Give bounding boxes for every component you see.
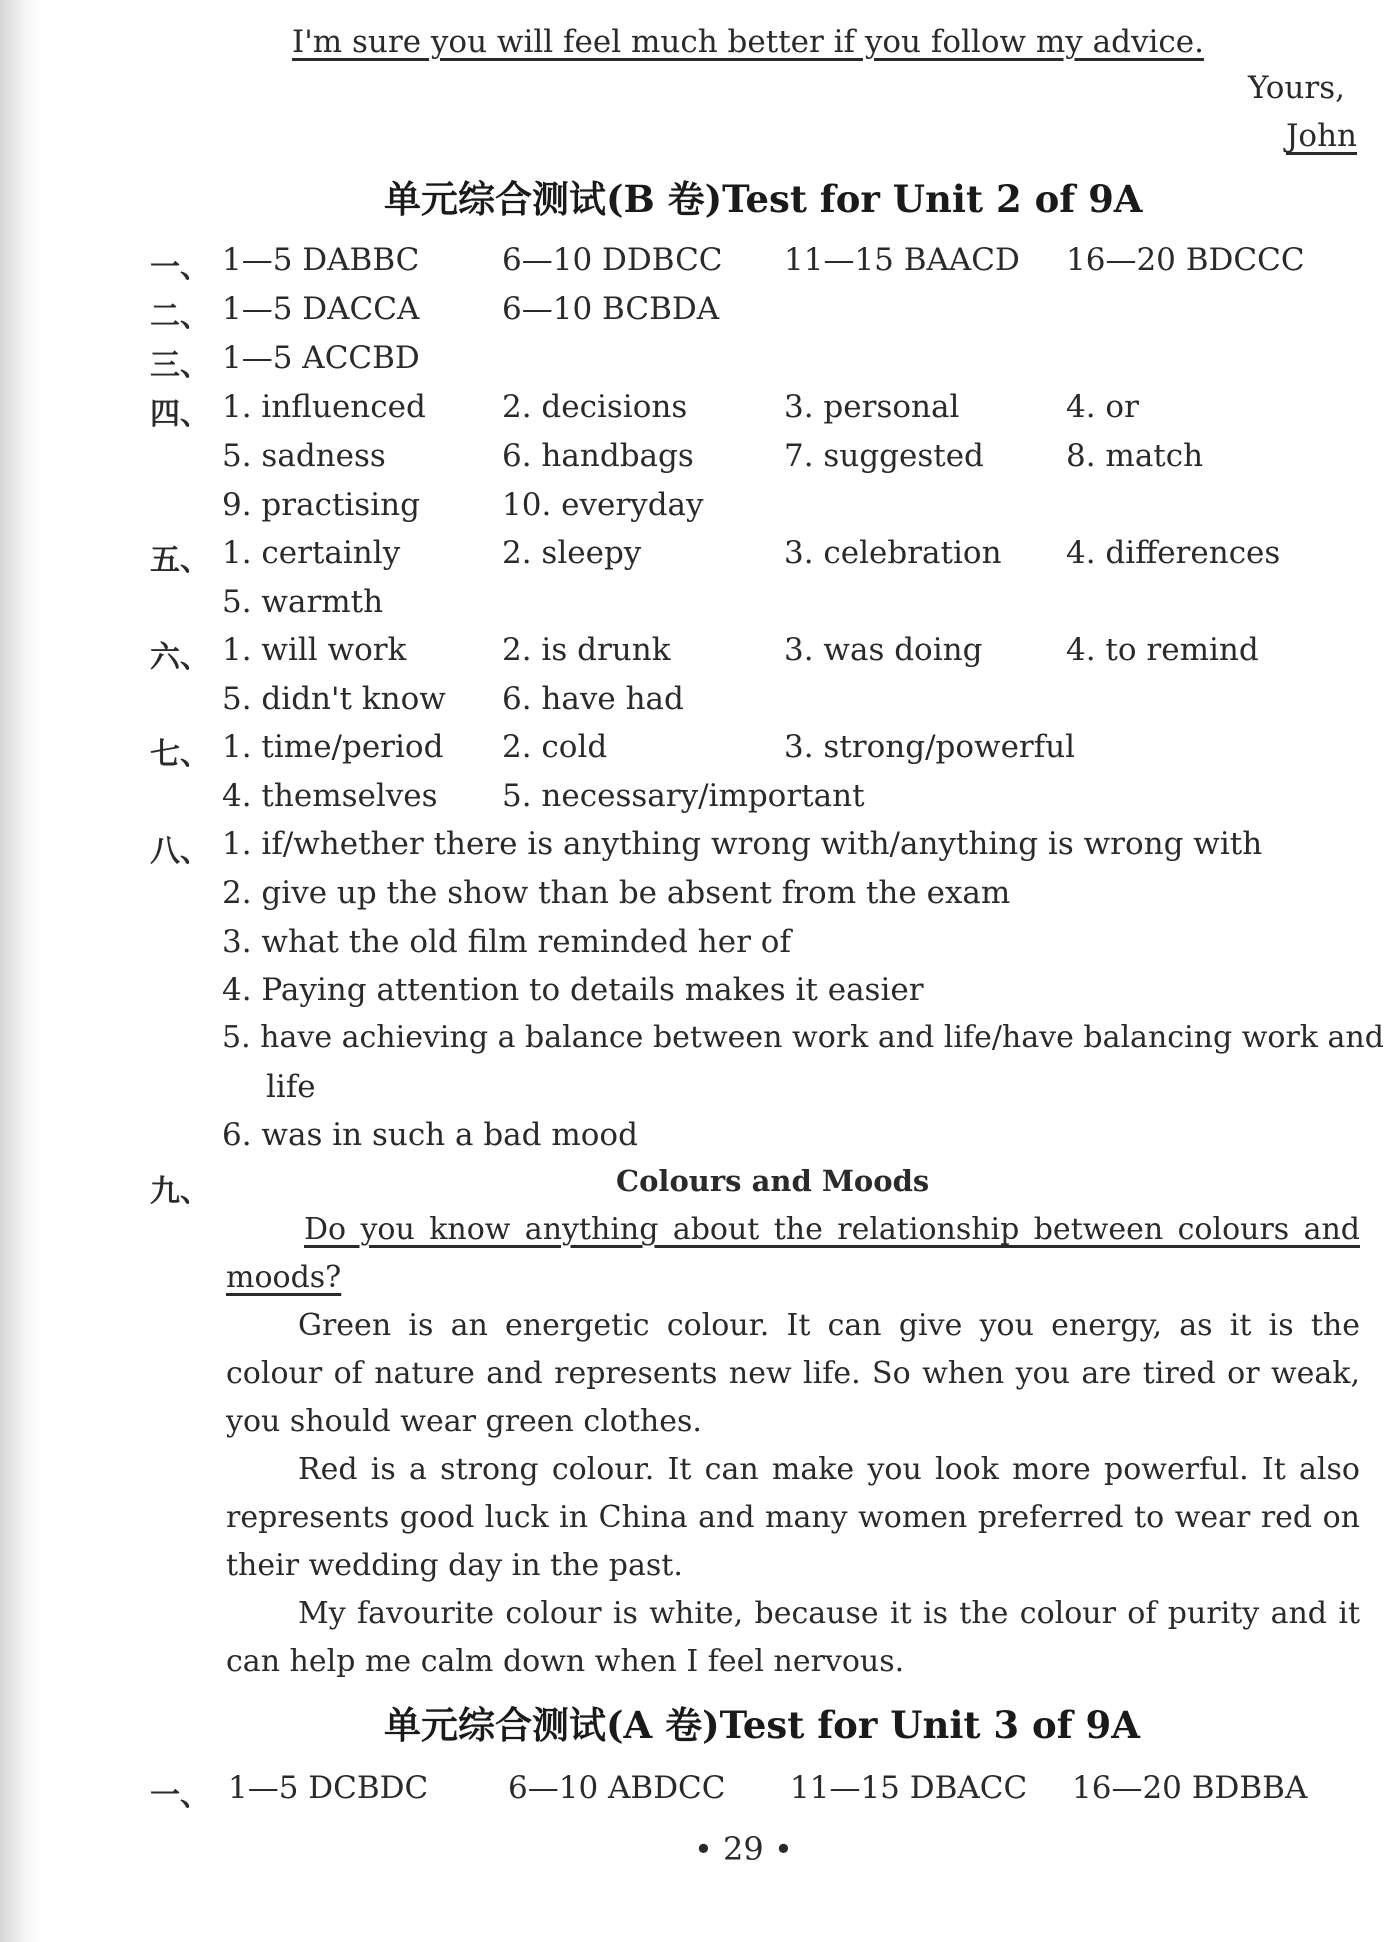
answer-item: 1—5 ACCBD xyxy=(222,340,420,376)
answer-item: 1—5 DCBDC xyxy=(228,1770,429,1806)
answer-item: 16—20 BDCCC xyxy=(1066,242,1305,278)
part-number: 二、 xyxy=(150,299,210,334)
answer-item: 5. didn't know xyxy=(222,681,446,717)
answer-item: 3. strong/powerful xyxy=(784,729,1076,765)
part-number: 五、 xyxy=(150,543,210,578)
part-number: 四、 xyxy=(150,397,210,432)
part-number: 八、 xyxy=(150,834,210,869)
answer-line: 6. was in such a bad mood xyxy=(222,1117,638,1153)
part-number: 六、 xyxy=(150,640,210,675)
answer-item: 11—15 BAACD xyxy=(784,242,1020,278)
answer-item: 1. influenced xyxy=(222,389,426,425)
answer-item: 6—10 ABDCC xyxy=(508,1770,726,1806)
essay-title: Colours and Moods xyxy=(616,1164,930,1198)
answer-item: 6. handbags xyxy=(502,438,694,474)
essay-paragraph: Green is an energetic colour. It can give you energy, as it is the colour of nature and represents new life. So when you are tired or weak, you should wear green clothes. xyxy=(226,1308,1360,1439)
answer-item: 4. themselves xyxy=(222,778,438,814)
answer-item: 1. certainly xyxy=(222,535,401,571)
answer-item: 9. practising xyxy=(222,487,420,523)
section-heading-a: 单元综合测试(A 卷)Test for Unit 3 of 9A xyxy=(384,1703,1140,1747)
answer-line: 3. what the old film reminded her of xyxy=(222,924,791,960)
answer-item: 3. was doing xyxy=(784,632,983,668)
essay-paragraph: My favourite colour is white, because it is the colour of purity and it can help me calm down when I feel nervous. xyxy=(226,1596,1360,1679)
answer-line: 5. have achieving a balance between work and life/have balancing work and xyxy=(222,1020,1384,1055)
answer-item: 3. celebration xyxy=(784,535,1002,571)
answer-item: 7. suggested xyxy=(784,438,984,474)
answer-item: 6—10 DDBCC xyxy=(502,242,723,278)
page-number: • 29 • xyxy=(694,1830,793,1868)
answer-item: 16—20 BDBBA xyxy=(1072,1770,1308,1806)
answer-line: life xyxy=(266,1069,316,1105)
part-number: 一、 xyxy=(150,250,210,285)
answer-item: 5. necessary/important xyxy=(502,778,865,814)
answer-line: 2. give up the show than be absent from the exam xyxy=(222,875,1011,911)
essay-intro xyxy=(226,1206,1360,1302)
answer-item: 1—5 DABBC xyxy=(222,242,420,278)
answer-item: 2. is drunk xyxy=(502,632,671,668)
section-heading-b: 单元综合测试(B 卷)Test for Unit 2 of 9A xyxy=(384,177,1143,221)
answer-item: 5. warmth xyxy=(222,584,384,620)
answer-item: 8. match xyxy=(1066,438,1204,474)
answer-item: 1. will work xyxy=(222,632,407,668)
essay-intro-text: Do you know anything about the relationship between colours and moods? xyxy=(226,1212,1360,1295)
answer-item: 5. sadness xyxy=(222,438,386,474)
answer-item: 1. time/period xyxy=(222,729,444,765)
answer-line: 4. Paying attention to details makes it easier xyxy=(222,972,924,1008)
answer-item: 4. to remind xyxy=(1066,632,1259,668)
answer-item: 4. or xyxy=(1066,389,1139,425)
closing-sentence: I'm sure you will feel much better if you follow my advice. xyxy=(292,24,1204,60)
answer-item: 10. everyday xyxy=(502,487,704,523)
part-number: 三、 xyxy=(150,348,210,383)
answer-item: 6—10 BCBDA xyxy=(502,291,720,327)
answer-item: 2. decisions xyxy=(502,389,688,425)
page-binding-shadow xyxy=(0,0,40,1942)
essay-paragraph: Red is a strong colour. It can make you look more powerful. It also represents good luck in China and many women preferred to wear red on their wedding day in the past. xyxy=(226,1452,1360,1583)
part-number: 九、 xyxy=(150,1174,210,1209)
answer-item: 1—5 DACCA xyxy=(222,291,420,327)
answer-item: 2. cold xyxy=(502,729,608,765)
signature-name: John xyxy=(1286,118,1358,154)
answer-line: 1. if/whether there is anything wrong with/anything is wrong with xyxy=(222,826,1263,862)
answer-item: 6. have had xyxy=(502,681,684,717)
answer-item: 4. differences xyxy=(1066,535,1281,571)
answer-item: 3. personal xyxy=(784,389,960,425)
sign-off: Yours, xyxy=(1248,70,1345,106)
part-number: 一、 xyxy=(150,1778,210,1813)
part-number: 七、 xyxy=(150,737,210,772)
answer-item: 2. sleepy xyxy=(502,535,642,571)
answer-item: 11—15 DBACC xyxy=(790,1770,1028,1806)
